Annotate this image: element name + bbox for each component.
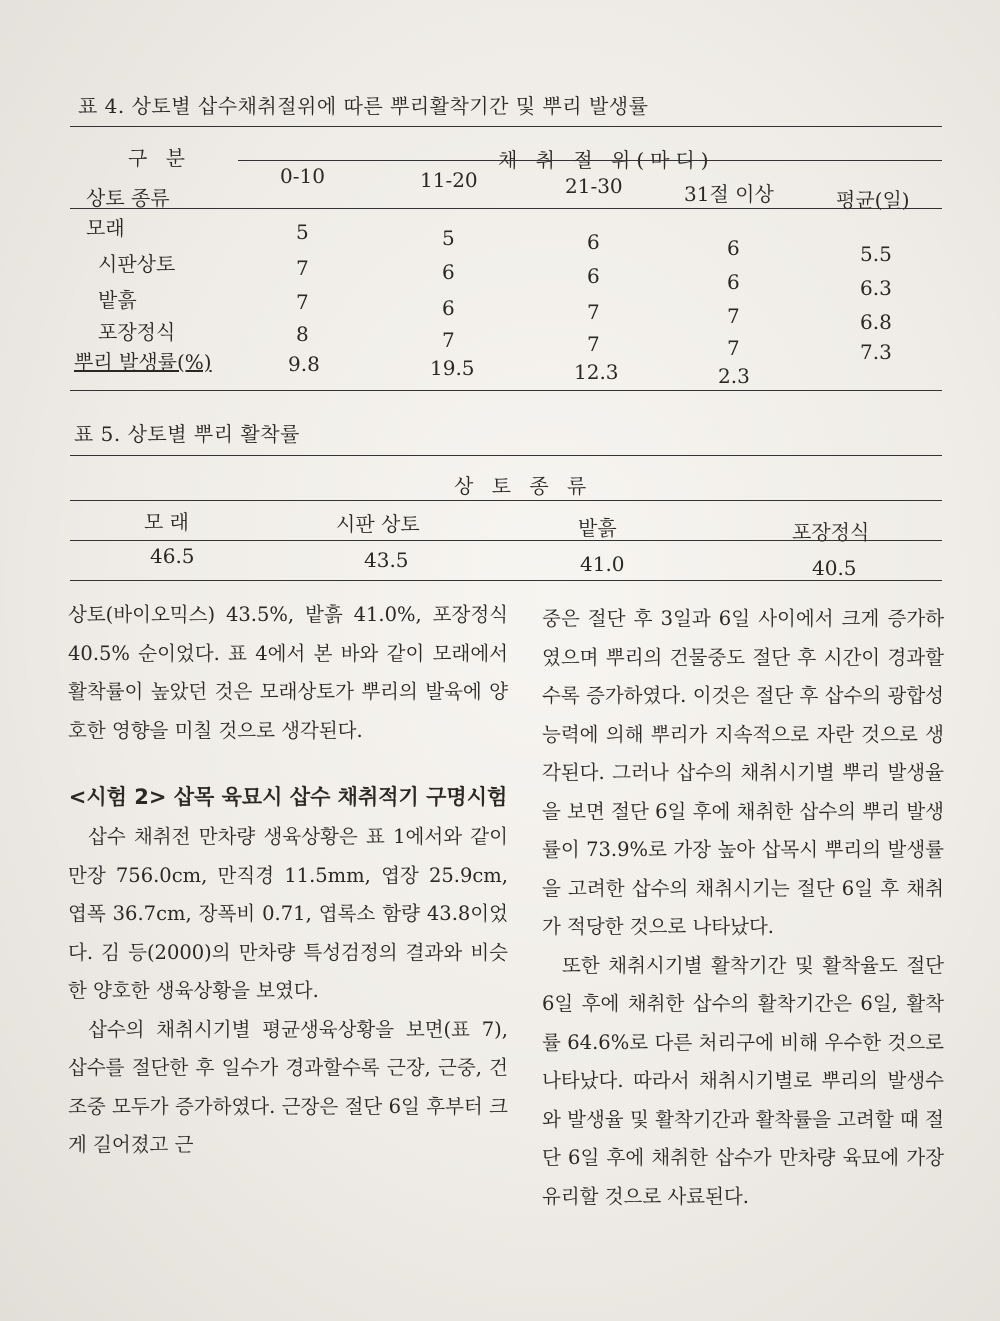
table4-header-group: 채 취 절 위(마디)	[498, 148, 715, 172]
table4-cell: 7.3	[860, 340, 892, 364]
table5-cell: 40.5	[812, 556, 857, 580]
table5-col-0: 모 래	[144, 510, 189, 534]
table4-group-rule	[238, 160, 942, 161]
table5-cell: 43.5	[364, 548, 409, 572]
table5-header-rule	[70, 540, 942, 541]
table4-col-3: 31절 이상	[684, 182, 774, 206]
table4-cell: 5	[442, 226, 455, 250]
table4-rate-cell: 2.3	[718, 364, 750, 388]
table4-col-0: 0-10	[280, 164, 325, 188]
table4-cell: 7	[296, 256, 309, 280]
table5-col-3: 포장정식	[792, 520, 870, 544]
table5-caption: 표 5. 상토별 뿌리 활착률	[74, 422, 300, 446]
table4-cell: 7	[296, 290, 309, 314]
table4-rate-cell: 9.8	[288, 352, 320, 376]
table4-header-left: 구 분	[128, 146, 191, 170]
table4-bottom-rule	[70, 390, 942, 391]
paragraph: 중은 절단 후 3일과 6일 사이에서 크게 증가하였으며 뿌리의 건물중도 절단 후 시간이 경과할수록 증가하였다. 이것은 절단 후 삽수의 광합성 능력에 의해 뿌리가 지속적으로 자란 것으로 생각된다. 그러나 삽수의 채취시기별 뿌리 발생율을 보면 절단 6일 후에 채취한 삽수의 뿌리 발생률이 73.9%로 가장 높아 삽목시 뿌리의 발생률을 고려한 삽수의 채취시기는 절단 6일 후 채취가 적당한 것으로 나타났다.	[542, 607, 944, 938]
table4-cell: 6	[727, 270, 740, 294]
table4-col-4: 평균(일)	[836, 188, 910, 212]
table4-cell: 6.8	[860, 310, 892, 334]
table4-rate-label: 뿌리 발생률(%)	[74, 350, 212, 374]
table4-cell: 6	[727, 236, 740, 260]
paragraph: 삽수 채취전 만차량 생육상황은 표 1에서와 같이 만장 756.0cm, 만직경 11.5mm, 엽장 25.9cm, 엽폭 36.7cm, 장폭비 0.71, 엽록소 함량 43.8이었다. 김 등(2000)의 만차량 특성검정의 결과와 비슷한 양호한 생육상황을 보였다.	[68, 825, 508, 1002]
table4-cell: 6	[587, 230, 600, 254]
table4-cell: 7	[727, 304, 740, 328]
body-right-column	[542, 600, 944, 1216]
table4-top-rule	[70, 126, 942, 127]
table4-col-2: 21-30	[565, 174, 623, 198]
paragraph: 상토(바이오믹스) 43.5%, 밭흙 41.0%, 포장정식 40.5% 순이었다. 표 4에서 본 바와 같이 모래에서 활착률이 높았던 것은 모래상토가 뿌리의 발육에 양호한 영향을 미칠 것으로 생각된다.	[68, 603, 508, 742]
table4-row-group-label: 상토 종류	[86, 186, 170, 210]
table4-cell: 7	[587, 300, 600, 324]
table4-row-label: 밭흙	[98, 288, 137, 312]
table5-col-1: 시판 상토	[336, 512, 420, 536]
table4-cell: 7	[727, 336, 740, 360]
table4-col-1: 11-20	[420, 168, 478, 192]
paragraph: 또한 채취시기별 활착기간 및 활착율도 절단 6일 후에 채취한 삽수의 활착기간은 6일, 활착률 64.6%로 다른 처리구에 비해 우수한 것으로 나타났다. 따라서 채취시기별로 뿌리의 발생수와 발생율 및 활착기간과 활착률을 고려할 때 절단 6일 후에 채취한 삽수가 만차량 육묘에 가장 유리할 것으로 사료된다.	[542, 953, 944, 1208]
table4-row-label: 모래	[86, 216, 125, 240]
table5-col-2: 밭흙	[578, 516, 617, 540]
table4-cell: 6	[442, 296, 455, 320]
table4-cell: 5.5	[860, 242, 892, 266]
table5-group-rule	[70, 500, 942, 501]
table4-cell: 8	[296, 322, 309, 346]
table4-row-label: 포장정식	[98, 320, 176, 344]
table4-cell: 6	[442, 260, 455, 284]
table4-row-label: 시판상토	[98, 252, 176, 276]
section-heading: <시험 2> 삽목 육묘시 삽수 채취적기 구명시험	[68, 785, 508, 809]
table5-top-rule	[70, 455, 942, 456]
table4-cell: 7	[587, 332, 600, 356]
table4-cell: 6.3	[860, 276, 892, 300]
table4-rate-cell: 19.5	[430, 356, 475, 380]
table5-bottom-rule	[70, 580, 942, 581]
paragraph: 삽수의 채취시기별 평균생육상황을 보면(표 7), 삽수를 절단한 후 일수가 경과할수록 근장, 근중, 건조중 모두가 증가하였다. 근장은 절단 6일 후부터 크게 길어졌고 근	[68, 1017, 508, 1156]
table5-header-group: 상 토 종 류	[454, 474, 593, 498]
body-left-column	[68, 596, 508, 1165]
table5-cell: 46.5	[150, 544, 195, 568]
table4-cell: 5	[296, 220, 309, 244]
table4-cell: 6	[587, 264, 600, 288]
table4-header-rule	[70, 208, 942, 209]
table4-rate-cell: 12.3	[574, 360, 619, 384]
table4-caption: 표 4. 상토별 삽수채취절위에 따른 뿌리활착기간 및 뿌리 발생률	[78, 94, 649, 118]
table4-cell: 7	[442, 328, 455, 352]
table5-cell: 41.0	[580, 552, 625, 576]
